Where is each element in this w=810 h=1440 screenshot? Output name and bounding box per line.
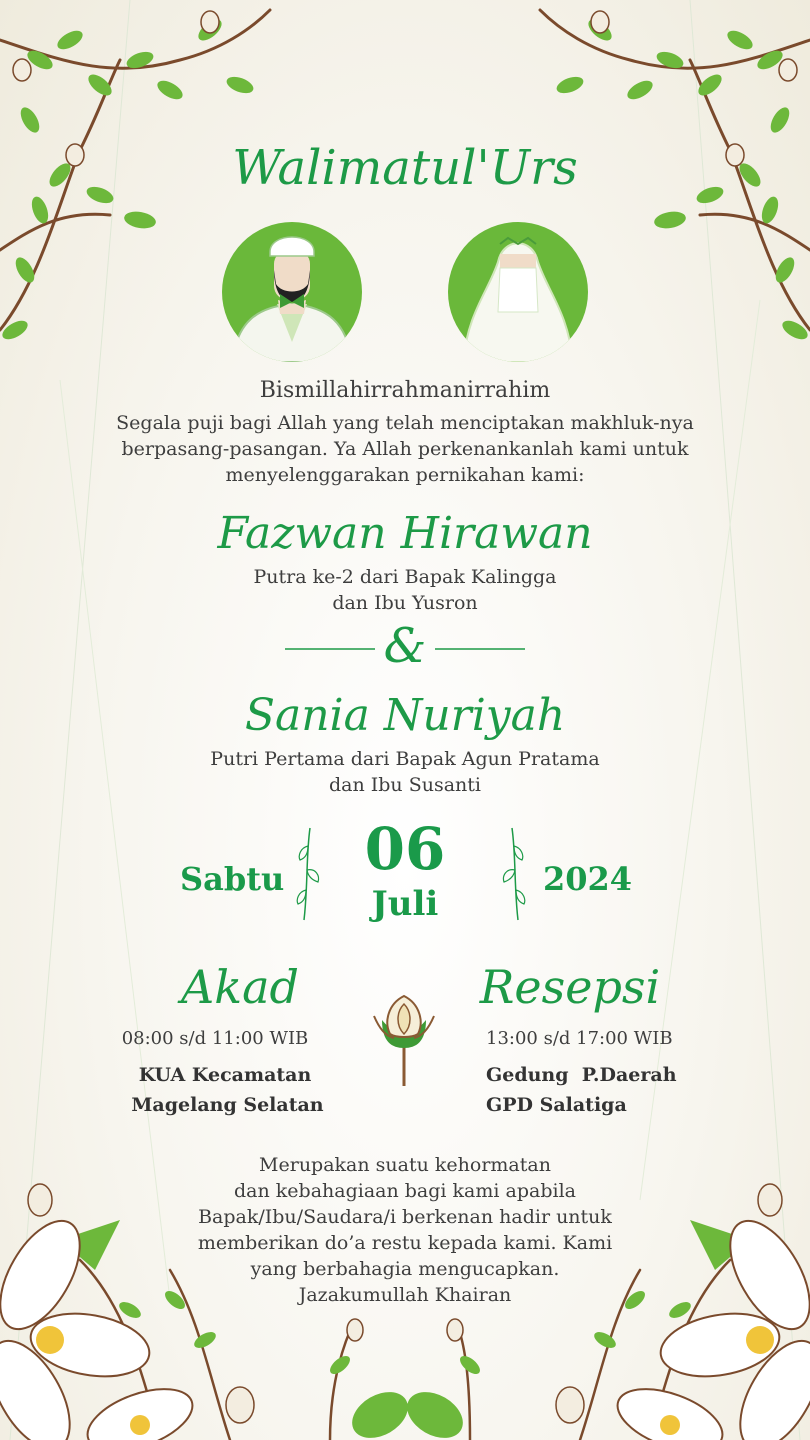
akad-place-line-1: KUA Kecamatan [138, 1064, 312, 1086]
groom-parents-line-2: dan Ibu Yusron [332, 592, 478, 614]
closing-line-3: Bapak/Ibu/Saudara/i berkenan hadir untuk [198, 1206, 612, 1228]
bride-name: Sania Nuriyah [244, 690, 566, 741]
sprig-icon [292, 826, 328, 922]
groom-name: Fazwan Hirawan [217, 508, 593, 559]
sprig-icon [494, 826, 530, 922]
resepsi-time: 13:00 s/d 17:00 WIB [486, 1028, 673, 1049]
date-number: 06 [364, 815, 446, 883]
akad-place-line-2: Magelang Selatan [131, 1094, 324, 1116]
date-day: Sabtu [180, 860, 285, 898]
intro-line-3: menyelenggarakan pernikahan kami: [225, 464, 585, 486]
bride-parents-line-1: Putri Pertama dari Bapak Agun Pratama [210, 748, 600, 770]
akad-title: Akad [181, 960, 299, 1014]
date-month: Juli [371, 884, 439, 924]
resepsi-place-line-2: GPD Salatiga [486, 1094, 627, 1116]
bride-avatar-icon [448, 222, 588, 362]
intro-line-1: Segala puji bagi Allah yang telah menciptakan makhluk-nya [116, 412, 694, 434]
date-year: 2024 [543, 860, 633, 898]
closing-line-5: yang berbahagia mengucapkan. [250, 1258, 560, 1280]
closing-line-2: dan kebahagiaan bagi kami apabila [234, 1180, 576, 1202]
jasmine-flower-icon [0, 1180, 810, 1440]
closing-line-1: Merupakan suatu kehormatan [259, 1154, 551, 1176]
intro-line-2: berpasang-pasangan. Ya Allah perkenankanlah kami untuk [121, 438, 689, 460]
lotus-bud-icon [366, 990, 442, 1090]
ampersand: & [383, 618, 427, 674]
bride-parents-line-2: dan Ibu Susanti [329, 774, 481, 796]
akad-time: 08:00 s/d 11:00 WIB [121, 1028, 309, 1049]
groom-avatar-icon [222, 222, 362, 362]
page-title: Walimatul'Urs [232, 140, 578, 196]
closing-line-6: Jazakumullah Khairan [298, 1284, 512, 1306]
bismillah: Bismillahirrahmanirrahim [259, 378, 551, 403]
resepsi-place-line-1: Gedung P.Daerah [486, 1064, 677, 1086]
groom-parents-line-1: Putra ke-2 dari Bapak Kalingga [253, 566, 557, 588]
closing-line-4: memberikan do’a restu kepada kami. Kami [197, 1232, 613, 1254]
resepsi-title: Resepsi [479, 960, 661, 1014]
